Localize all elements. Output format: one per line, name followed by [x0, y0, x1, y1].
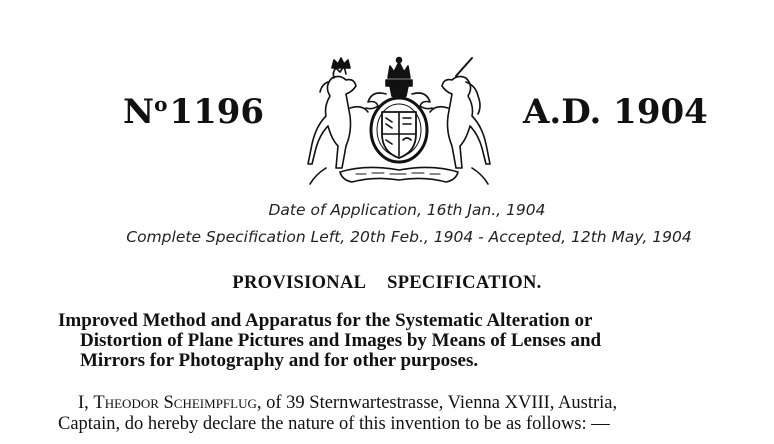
title-line-2: Distortion of Plane Pictures and Images by Means of Lenses and — [80, 330, 602, 351]
patent-number-value: 1196 — [169, 92, 265, 132]
invention-title — [58, 311, 738, 371]
body-line-1 — [58, 393, 748, 414]
patent-prefix-superscript: o — [154, 92, 168, 116]
inventor-name: Theodor Scheimpflug — [93, 393, 257, 413]
specification-dates: Complete Specification Left, 20th Feb., 1904 - Accepted, 12th May, 1904 — [126, 228, 692, 246]
application-date: Date of Application, 16th Jan., 1904 — [268, 201, 546, 219]
royal-coat-of-arms-icon — [306, 56, 492, 186]
body-paragraph — [58, 393, 748, 435]
title-line-3: Mirrors for Photography and for other purposes. — [80, 350, 479, 371]
section-heading: PROVISIONAL SPECIFICATION. — [232, 273, 542, 293]
title-line-1: Improved Method and Apparatus for the Systematic Alteration or — [58, 310, 593, 331]
body-line-2: Captain, do hereby declare the nature of this invention to be as follows: — — [58, 414, 610, 434]
patent-number — [123, 92, 264, 136]
patent-prefix: N — [123, 92, 155, 132]
body-line-1-rest: , of 39 Sternwartestrasse, Vienna XVIII, Austria, — [256, 393, 618, 413]
year-label: A.D. 1904 — [523, 92, 708, 132]
body-pronoun: I, — [78, 393, 89, 413]
